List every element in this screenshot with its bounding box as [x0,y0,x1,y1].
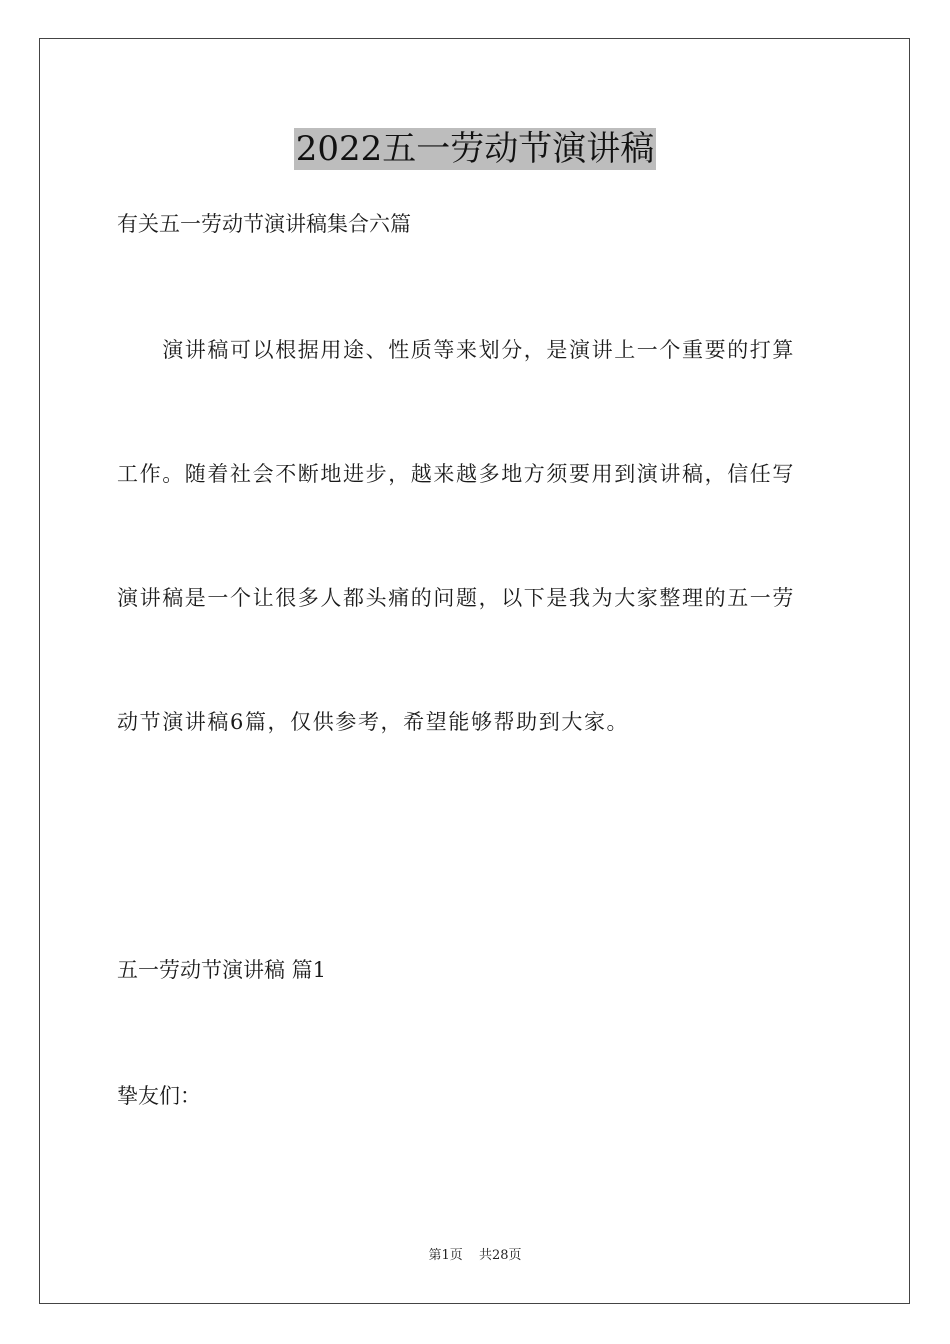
document-subtitle: 有关五一劳动节演讲稿集合六篇 [117,212,411,236]
page-number-total: 共28页 [478,1248,522,1263]
intro-line-4: 动节演讲稿6篇，仅供参考，希望能够帮助到大家。 [117,710,630,734]
salutation: 挚友们： [117,1084,201,1108]
intro-line-2: 工作。随着社会不断地进步，越来越多地方须要用到演讲稿，信任写 [117,462,795,486]
page-footer [0,1247,950,1265]
document-title: 2022五一劳动节演讲稿 [295,129,655,169]
intro-line-1: 演讲稿可以根据用途、性质等来划分，是演讲上一个重要的打算 [117,338,795,362]
intro-line-3: 演讲稿是一个让很多人都头痛的问题，以下是我为大家整理的五一劳 [117,586,795,610]
title-container [0,128,950,170]
section-heading: 五一劳动节演讲稿 篇1 [117,958,327,982]
page-number-current: 第1页 [428,1248,463,1263]
